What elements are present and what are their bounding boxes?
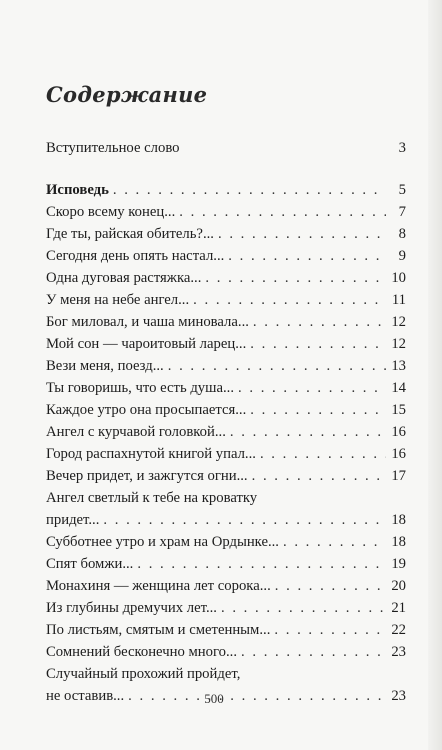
toc-entry-page: 15 xyxy=(391,402,406,418)
toc-entry-page: 10 xyxy=(391,270,406,286)
toc-entry[interactable] xyxy=(46,201,406,223)
page-number: 500 xyxy=(204,691,224,706)
toc-entry-title: Одна дуговая растяжка... xyxy=(46,270,202,286)
toc-entry-title: Город распахнутой книгой упал... xyxy=(46,446,256,462)
toc-entry-title: Где ты, райская обитель?... xyxy=(46,226,214,242)
toc-section-ispoved[interactable] xyxy=(46,179,406,201)
toc-entry-page: 23 xyxy=(391,644,406,660)
toc-entry[interactable] xyxy=(46,619,406,641)
toc-entry-title: Бог миловал, и чаша миновала... xyxy=(46,314,249,330)
toc-entry-title: Вступительное слово xyxy=(46,140,180,156)
page-gutter-shadow xyxy=(428,0,442,750)
toc-leader xyxy=(252,465,386,487)
toc-entry[interactable] xyxy=(46,487,406,531)
toc-leader xyxy=(238,377,386,399)
toc-entry[interactable] xyxy=(46,531,406,553)
toc-leader xyxy=(260,443,386,465)
toc-leader xyxy=(205,267,386,289)
toc-entry-title: Из глубины дремучих лет... xyxy=(46,600,217,616)
toc-entry-title: Сегодня день опять настал... xyxy=(46,248,225,264)
toc-entry-title-line2: придет... xyxy=(46,512,100,528)
toc-entry-page: 18 xyxy=(391,512,406,528)
toc-entry[interactable] xyxy=(46,333,406,355)
toc-entry[interactable] xyxy=(46,421,406,443)
toc-entry-page: 14 xyxy=(391,380,406,396)
toc-entry-page: 13 xyxy=(391,358,406,374)
toc-entry-page: 19 xyxy=(391,556,406,572)
toc-leader xyxy=(137,553,386,575)
toc-entry-page: 5 xyxy=(398,182,406,198)
toc-leader xyxy=(179,201,386,223)
toc-entry[interactable] xyxy=(46,355,406,377)
toc-leader xyxy=(168,355,386,377)
toc-entry-page: 8 xyxy=(398,226,406,242)
toc-entry-title: Сомнений бесконечно много... xyxy=(46,644,237,660)
toc-entry[interactable] xyxy=(46,311,406,333)
toc-entry[interactable] xyxy=(46,553,406,575)
toc-entry-title-line2: не оставив... xyxy=(46,688,125,704)
toc-entry-page: 12 xyxy=(391,314,406,330)
toc-entry-title: Субботнее утро и храм на Ордынке... xyxy=(46,534,279,550)
toc-entry-page: 23 xyxy=(391,688,406,704)
toc-entry-intro[interactable] xyxy=(46,137,406,159)
toc-leader xyxy=(113,179,386,201)
toc-leader xyxy=(230,421,386,443)
toc-entry-title: Спят бомжи... xyxy=(46,556,134,572)
toc-entry[interactable] xyxy=(46,399,406,421)
toc-entry-title: Ты говоришь, что есть душа... xyxy=(46,380,234,396)
toc-list xyxy=(46,137,406,707)
toc-leader xyxy=(274,619,386,641)
toc-leader xyxy=(218,223,386,245)
toc-page xyxy=(46,82,406,707)
toc-leader xyxy=(193,289,386,311)
toc-entry-title: Скоро всему конец... xyxy=(46,204,176,220)
toc-entry-title-line1: Случайный прохожий пройдет, xyxy=(46,666,241,682)
toc-entry[interactable] xyxy=(46,245,406,267)
toc-entry[interactable] xyxy=(46,223,406,245)
toc-entry-page: 16 xyxy=(391,446,406,462)
toc-entry-page: 21 xyxy=(391,600,406,616)
toc-entry-page: 16 xyxy=(391,424,406,440)
toc-entry-title: Вези меня, поезд... xyxy=(46,358,164,374)
toc-leader xyxy=(283,531,386,553)
toc-leader xyxy=(253,311,386,333)
toc-entry-title: Ангел с курчавой головкой... xyxy=(46,424,226,440)
toc-entry-page: 18 xyxy=(391,534,406,550)
toc-entry-page: 9 xyxy=(398,248,406,264)
toc-entry-page: 22 xyxy=(391,622,406,638)
toc-leader xyxy=(103,509,386,531)
toc-entry[interactable] xyxy=(46,465,406,487)
toc-entry-title: Вечер придет, и зажгутся огни... xyxy=(46,468,248,484)
toc-entry-title: У меня на небе ангел... xyxy=(46,292,190,308)
toc-entry-title-line1: Ангел светлый к тебе на кроватку xyxy=(46,490,258,506)
toc-leader xyxy=(275,575,386,597)
toc-entry[interactable] xyxy=(46,641,406,663)
toc-entry-page: 17 xyxy=(391,468,406,484)
toc-entry-title: По листьям, смятым и сметенным... xyxy=(46,622,271,638)
toc-section-title: Исповедь xyxy=(46,182,109,198)
toc-entry[interactable] xyxy=(46,597,406,619)
toc-entry-page: 3 xyxy=(398,140,406,156)
toc-leader xyxy=(228,245,386,267)
toc-entry-title: Мой сон — чароитовый ларец... xyxy=(46,336,247,352)
toc-entry-page: 11 xyxy=(391,292,406,308)
toc-entry-title: Монахиня — женщина лет сорока... xyxy=(46,578,271,594)
toc-entry[interactable] xyxy=(46,289,406,311)
toc-entry-title: Каждое утро она просыпается... xyxy=(46,402,247,418)
toc-leader xyxy=(241,641,386,663)
toc-entry-page: 12 xyxy=(391,336,406,352)
toc-entry[interactable] xyxy=(46,575,406,597)
toc-leader xyxy=(250,333,386,355)
toc-entry[interactable] xyxy=(46,443,406,465)
toc-leader xyxy=(250,399,386,421)
toc-entry-page: 7 xyxy=(398,204,406,220)
toc-entry[interactable] xyxy=(46,267,406,289)
toc-entry[interactable] xyxy=(46,377,406,399)
toc-title: Содержание xyxy=(46,82,208,107)
toc-leader xyxy=(221,597,386,619)
toc-entry-page: 20 xyxy=(391,578,406,594)
